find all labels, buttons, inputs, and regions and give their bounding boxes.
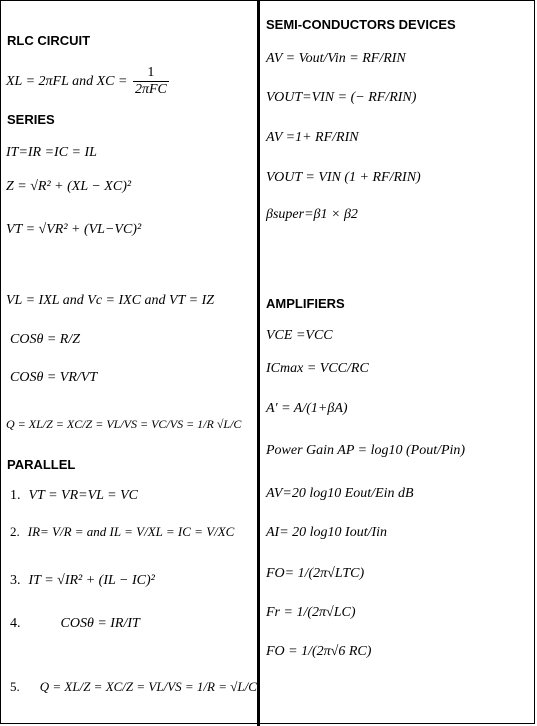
- parallel-voltage-equation: VT = VR=VL = VC: [28, 488, 139, 503]
- cos-voltage-equation: COSθ = VR/VT: [10, 370, 98, 385]
- parallel-current-equation: IR= V/R = and IL = V/XL = IC = V/XC: [27, 524, 235, 539]
- total-voltage-equation: VT = √VR² + (VL−VC)²: [6, 222, 142, 237]
- xl-xc-text: XL = 2πFL and XC =: [6, 73, 128, 89]
- series-q-factor-equation: Q = XL/Z = XC/Z = VL/VS = VC/VS = 1/R √L/C: [6, 417, 242, 431]
- item-number: 3.: [10, 573, 21, 588]
- icmax-equation: ICmax = VCC/RC: [266, 361, 369, 376]
- xc-denominator: 2πFC: [134, 82, 167, 98]
- reactance-equation: [6, 65, 171, 98]
- item-number: 1.: [10, 488, 21, 503]
- voltage-gain-db-equation: AV=20 log10 Eout/Ein dB: [266, 486, 414, 501]
- xc-numerator: 1: [133, 65, 169, 82]
- item-number: 2.: [10, 524, 20, 539]
- parallel-item-3: [10, 574, 155, 588]
- parallel-total-current-equation: IT = √IR² + (IL − IC)²: [28, 573, 155, 588]
- rlc-circuit-heading: RLC CIRCUIT: [7, 33, 91, 48]
- voltage-relations-equation: VL = IXL and Vc = IXC and VT = IZ: [6, 293, 215, 308]
- column-divider: [257, 0, 260, 726]
- semiconductors-heading: SEMI-CONDUCTORS DEVICES: [266, 17, 456, 32]
- phase-shift-frequency-equation: FO = 1/(2π√6 RC): [266, 644, 372, 659]
- noninverting-gain-equation: AV =1+ RF/RIN: [266, 130, 359, 145]
- parallel-item-2: [10, 525, 234, 538]
- parallel-heading: PARALLEL: [7, 457, 76, 472]
- series-currents-equation: IT=IR =IC = IL: [6, 145, 97, 160]
- impedance-equation: Z = √R² + (XL − XC)²: [6, 179, 132, 194]
- item-number: 5.: [10, 679, 20, 694]
- power-gain-equation: Power Gain AP = log10 (Pout/Pin): [266, 443, 466, 458]
- current-gain-db-equation: AI= 20 log10 Iout/Iin: [266, 525, 388, 540]
- parallel-item-1: [10, 489, 138, 503]
- voltage-gain-equation: AV = Vout/Vin = RF/RIN: [266, 51, 406, 66]
- xc-fraction: [133, 65, 169, 98]
- inverting-output-equation: VOUT=VIN = (− RF/RIN): [266, 90, 417, 105]
- amplifiers-heading: AMPLIFIERS: [266, 296, 345, 311]
- noninverting-output-equation: VOUT = VIN (1 + RF/RIN): [266, 170, 421, 185]
- parallel-item-5: [10, 680, 257, 693]
- item-number: 4.: [10, 616, 21, 631]
- resonant-frequency-equation: Fr = 1/(2π√LC): [266, 605, 356, 620]
- series-heading: SERIES: [7, 112, 55, 127]
- vce-equation: VCE =VCC: [266, 328, 333, 343]
- parallel-item-4: [10, 617, 140, 631]
- feedback-gain-equation: A′ = A/(1+βA): [266, 401, 348, 416]
- parallel-cos-equation: COSθ = IR/IT: [60, 616, 140, 631]
- parallel-q-factor-equation: Q = XL/Z = XC/Z = VL/VS = 1/R = √L/C: [39, 679, 257, 694]
- darlington-beta-equation: βsuper=β1 × β2: [266, 207, 358, 222]
- cos-impedance-equation: COSθ = R/Z: [10, 332, 80, 347]
- oscillator-frequency-equation: FO= 1/(2π√LTC): [266, 566, 365, 581]
